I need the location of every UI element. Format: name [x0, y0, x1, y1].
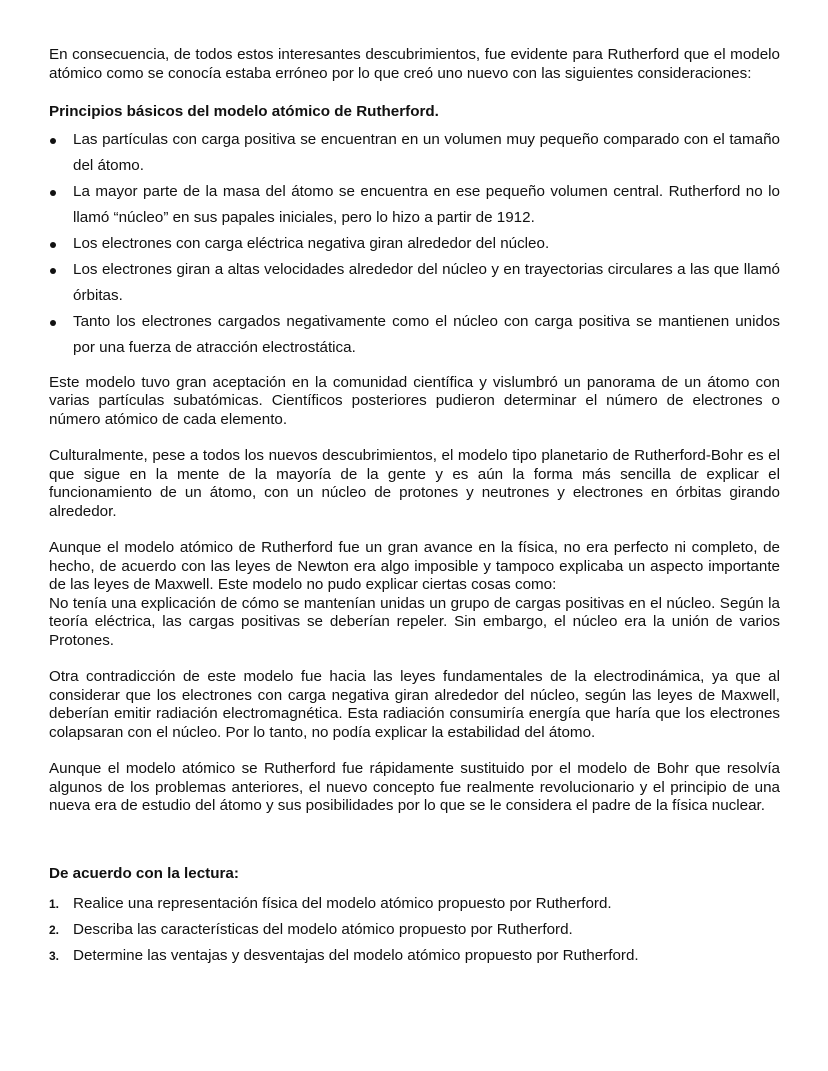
list-item — [49, 309, 780, 361]
list-item-text: Tanto los electrones cargados negativamente como el núcleo con carga positiva se mantienen unidos por una fuerza de atracción electrostática. — [73, 312, 780, 356]
question-item — [49, 891, 780, 917]
limitations-paragraph: Aunque el modelo atómico de Rutherford fue un gran avance en la física, no era perfecto ni completo, de hecho, de acuerdo con las leyes de Newton era algo imposible y tampoco explicaba un aspecto importante de las leyes de Maxwell. Este modelo no pudo explicar ciertas cosas como: — [49, 539, 780, 593]
question-item — [49, 943, 780, 969]
question-text: Determine las ventajas y desventajas del modelo atómico propuesto por Rutherford. — [73, 947, 639, 964]
questions-list — [49, 891, 780, 969]
list-item-text: Los electrones giran a altas velocidades alrededor del núcleo y en trayectorias circulares a las que llamó órbitas. — [73, 260, 780, 304]
contradiction-paragraph: Otra contradicción de este modelo fue hacia las leyes fundamentales de la electrodinámica, ya que al considerar que los electrones con carga negativa giran alrededor del núcleo, según las leyes de Maxwell, deberían emitir radiación electromagnética. Esta radiación consumiría energía que haría que los electrones colapsaran con el núcleo. Por lo tanto, no podía explicar la estabilidad del átomo. — [49, 668, 780, 741]
question-text: Describa las características del modelo atómico propuesto por Rutherford. — [73, 921, 573, 938]
list-item — [49, 179, 780, 231]
bullet-icon — [50, 268, 56, 274]
list-item — [49, 231, 780, 257]
bullet-icon — [50, 242, 56, 248]
question-number: 1. — [49, 897, 60, 911]
bullet-icon — [50, 138, 56, 144]
question-number: 3. — [49, 949, 60, 963]
bullet-icon — [50, 320, 56, 326]
list-item-text: Las partículas con carga positiva se encuentran en un volumen muy pequeño comparado con el tamaño del átomo. — [73, 130, 780, 174]
bullet-icon — [50, 190, 56, 196]
acceptance-paragraph: Este modelo tuvo gran aceptación en la comunidad científica y vislumbró un panorama de un átomo con varias partículas subatómicas. Científicos posteriores pudieron determinar el número de electrones o número atómico de cada elemento. — [49, 373, 780, 428]
list-item-text: La mayor parte de la masa del átomo se encuentra en ese pequeño volumen central. Rutherford no lo llamó “núcleo” en sus papales iniciales, pero lo hizo a partir de 1912. — [73, 182, 780, 226]
nucleus-problem-paragraph: No tenía una explicación de cómo se mantenían unidas un grupo de cargas positivas en el núcleo. Según la teoría eléctrica, las cargas positivas se deberían repeler. Sin embargo, el núcleo era la unión de varios Protones. — [49, 594, 780, 649]
document-page — [49, 46, 780, 969]
list-item — [49, 257, 780, 309]
intro-paragraph: En consecuencia, de todos estos interesantes descubrimientos, fue evidente para Rutherford que el modelo atómico como se conocía estaba erróneo por lo que creó uno nuevo con las siguientes consideraciones: — [49, 46, 780, 82]
principles-list — [49, 127, 780, 361]
cultural-paragraph: Culturalmente, pese a todos los nuevos descubrimientos, el modelo tipo planetario de Rutherford-Bohr es el que sigue en la mente de la mayoría de la gente y es aún la forma más sencilla de explicar el funcionamiento de un átomo, con un núcleo de protones y neutrones y electrones en órbitas girando alrededor. — [49, 447, 780, 520]
question-item — [49, 917, 780, 943]
questions-heading: De acuerdo con la lectura: — [49, 864, 239, 882]
legacy-paragraph: Aunque el modelo atómico se Rutherford fue rápidamente sustituido por el modelo de Bohr que resolvía algunos de los problemas anteriores, el nuevo concepto fue realmente revolucionario y el principio de una nueva era de estudio del átomo y sus posibilidades por lo que se le considera el padre de la física nuclear. — [49, 760, 780, 814]
principles-heading: Principios básicos del modelo atómico de Rutherford. — [49, 103, 439, 120]
list-item-text: Los electrones con carga eléctrica negativa giran alrededor del núcleo. — [73, 234, 550, 252]
question-number: 2. — [49, 923, 60, 937]
list-item — [49, 127, 780, 179]
question-text: Realice una representación física del modelo atómico propuesto por Rutherford. — [73, 895, 612, 912]
